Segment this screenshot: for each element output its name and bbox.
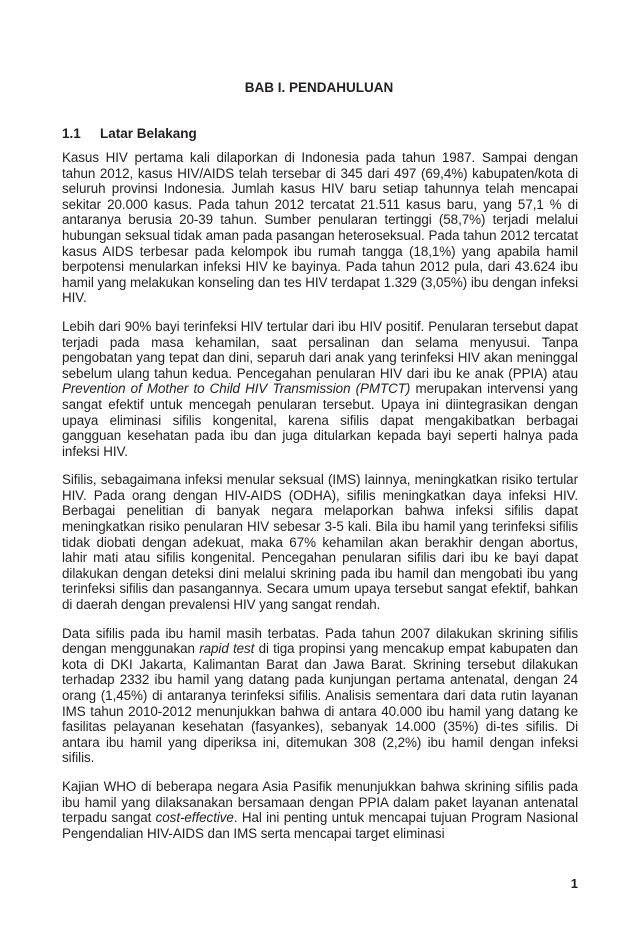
chapter-title: BAB I. PENDAHULUAN — [244, 80, 394, 95]
paragraph-who-study — [62, 779, 578, 841]
paragraph-text: di tiga propinsi yang mencakup empat kabupaten dan kota di DKI Jakarta, Kalimantan Barat dan Jawa Barat. Skrining tersebut dilakukan terhadap 2332 ibu hamil yang datang pada kunjungan pertama antenatal, dengan 24 orang (1,45%) di antaranya terinfeksi sifilis. Analisis sementara dari data rutin layanan IMS tahun 2010-2012 menunjukkan bahwa di antara 40.000 ibu hamil yang datang ke fasilitas pelayanan kesehatan (fasyankes), sebanyak 14.000 (35%) di-tes sifilis. Di antara ibu hamil yang diperiksa ini, ditemukan 308 (2,2%) ibu hamil dengan infeksi sifilis. — [62, 641, 578, 766]
italic-term-cost-effective: cost-effective — [155, 810, 234, 826]
italic-term-rapid-test: rapid test — [199, 641, 255, 657]
paragraph-text: Data sifilis pada ibu hamil masih terbatas. Pada tahun 2007 dilakukan skrining sifilis dengan menggunakan — [62, 625, 578, 657]
page-number: 1 — [570, 876, 578, 891]
paragraph-syphilis: Sifilis, sebagaimana infeksi menular seksual (IMS) lainnya, meningkatkan risiko tertular HIV. Pada orang dengan HIV-AIDS (ODHA), sifilis meningkatkan daya infeksi HIV. Berbagai penelitian di banyak negara melaporkan bahwa infeksi sifilis dapat meningkatkan risiko penularan HIV sebesar 3-5 kali. Bila ibu hamil yang terinfeksi sifilis tidak diobati dengan adekuat, maka 67% kehamilan akan berakhir dengan abortus, lahir mati atau sifilis kongenital. Pencegahan penularan sifilis dari ibu ke bayi dapat dilakukan dengan deteksi dini melalui skrining pada ibu hamil dan mengobati ibu yang terinfeksi sifilis dan pasangannya. Secara umum upaya tersebut sangat efektif, bahkan di daerah dengan prevalensi HIV yang sangat rendah. — [62, 472, 578, 613]
body-text — [62, 150, 578, 854]
italic-term-pmtct: Prevention of Mother to Child HIV Transmission (PMTCT) — [62, 381, 411, 397]
paragraph-syphilis-data — [62, 626, 578, 766]
section-heading — [62, 126, 197, 141]
paragraph-text: Lebih dari 90% bayi terinfeksi HIV tertular dari ibu HIV positif. Penularan tersebut dapat terjadi pada masa kehamilan, saat persalinan dan selama menyusui. Tanpa pengobatan yang tepat dan dini, separuh dari anak yang terinfeksi HIV akan meninggal sebelum ulang tahun kedua. Pencegahan penularan HIV dari ibu ke anak (PPIA) atau — [62, 318, 578, 381]
paragraph-mother-to-child — [62, 319, 578, 459]
paragraph-hiv-cases: Kasus HIV pertama kali dilaporkan di Indonesia pada tahun 1987. Sampai dengan tahun 2012, kasus HIV/AIDS telah tersebar di 345 dari 497 (69,4%) kabupaten/kota di seluruh provinsi Indonesia. Jumlah kasus HIV baru setiap tahunnya telah mencapai sekitar 20.000 kasus. Pada tahun 2012 tercatat 21.511 kasus baru, yang 57,1 % di antaranya berusia 20-39 tahun. Sumber penularan tertinggi (58,7%) terjadi melalui hubungan seksual tidak aman pada pasangan heteroseksual. Pada tahun 2012 tercatat kasus AIDS terbesar pada kelompok ibu rumah tangga (18,1%) yang apabila hamil berpotensi menularkan infeksi HIV ke bayinya. Pada tahun 2012 pula, dari 43.624 ibu hamil yang melakukan konseling dan tes HIV terdapat 1.329 (3,05%) ibu dengan infeksi HIV. — [62, 150, 578, 306]
paragraph-text: . Hal ini penting untuk mencapai tujuan Program Nasional Pengendalian HIV-AIDS dan IMS serta mencapai target eliminasi — [62, 810, 578, 841]
paragraph-text: Kajian WHO di beberapa negara Asia Pasifik menunjukkan bahwa skrining sifilis pada ibu hamil yang dilaksanakan bersamaan dengan PPIA dalam paket layanan antenatal terpadu sangat — [62, 778, 578, 826]
paragraph-text: merupakan intervensi yang sangat efektif untuk mencegah penularan tersebut. Upaya ini diintegrasikan dengan upaya eliminasi sifilis kongenital, karena sifilis dapat mengakibatkan berbagai gangguan kesehatan pada ibu dan juga ditularkan kepada bayi seperti halnya pada infeksi HIV. — [62, 381, 578, 459]
section-title: Latar Belakang — [100, 126, 197, 141]
section-number: 1.1 — [62, 126, 81, 141]
